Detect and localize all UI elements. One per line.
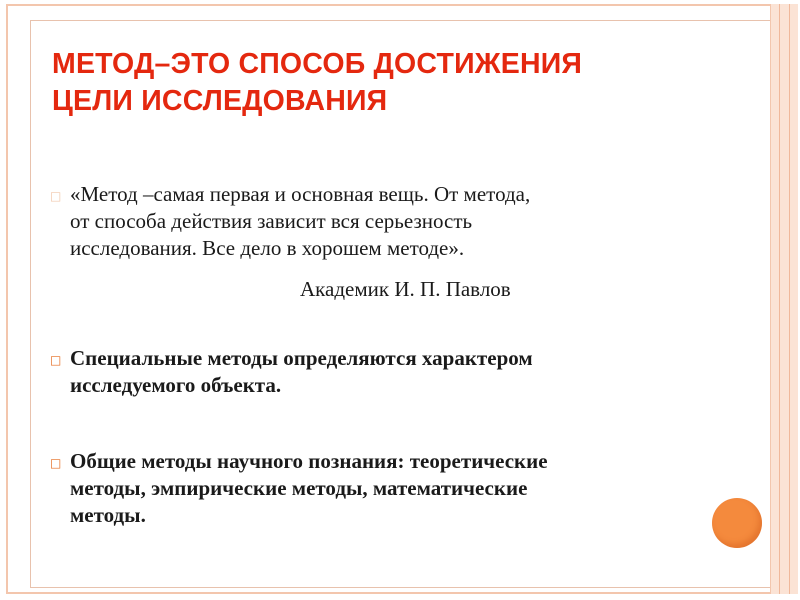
quote-author: Академик И. П. Павлов xyxy=(300,277,511,301)
point-1-line-2: исследуемого объекта. xyxy=(70,373,282,397)
title-line-1: МЕТОД–ЭТО СПОСОБ ДОСТИЖЕНИЯ xyxy=(52,48,583,80)
square-bullet-icon: □ xyxy=(50,189,62,203)
point-2-text xyxy=(70,448,700,529)
strip-line xyxy=(779,4,780,594)
quote-line-2: от способа действия зависит вся серьезность xyxy=(70,209,473,233)
quote-line-1: «Метод –самая первая и основная вещь. От метода, xyxy=(70,182,531,206)
point-2-line-1: Общие методы научного познания: теоретические xyxy=(70,449,548,473)
point-1-text xyxy=(70,345,700,399)
square-bullet-icon: □ xyxy=(50,456,62,470)
quote-line-3: исследования. Все дело в хорошем методе». xyxy=(70,236,465,260)
point-2-bullet xyxy=(50,448,700,529)
point-2-line-3: методы. xyxy=(70,503,146,527)
decorative-right-strip xyxy=(770,4,798,594)
decorative-orange-circle xyxy=(712,498,762,548)
point-2-line-2: методы, эмпирические методы, математические xyxy=(70,476,528,500)
point-1-bullet xyxy=(50,345,700,399)
slide-title xyxy=(52,46,742,120)
title-line-2: ЦЕЛИ ИССЛЕДОВАНИЯ xyxy=(52,85,388,117)
square-bullet-icon: □ xyxy=(50,353,62,367)
quote-bullet xyxy=(50,181,700,262)
quote-text xyxy=(70,181,700,262)
point-1-line-1: Специальные методы определяются характером xyxy=(70,346,533,370)
strip-line xyxy=(789,4,790,594)
